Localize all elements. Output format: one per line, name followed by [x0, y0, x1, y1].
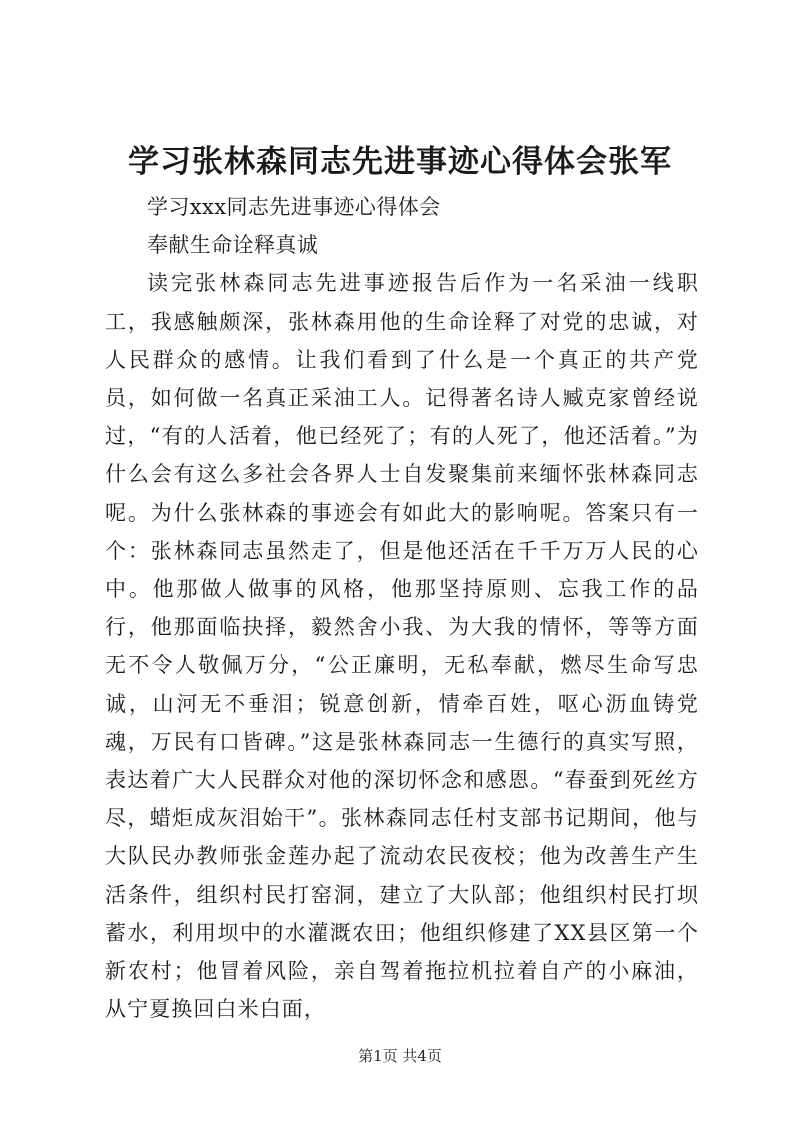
body-paragraph: 读完张林森同志先进事迹报告后作为一名采油一线职工，我感触颇深，张林森用他的生命诠释了对党的忠诚，对人民群众的感情。让我们看到了什么是一个真正的共产党员，如何做一名真正采油工人。记得著名诗人臧克家曾经说过，“有的人活着，他已经死了；有的人死了，他还活着。”为什么会有这么多社会各界人士自发聚集前来缅怀张林森同志呢。为什么张林森的事迹会有如此大的影响呢。答案只有一个：张林森同志虽然走了，但是他还活在千千万万人民的心中。他那做人做事的风格，他那坚持原则、忘我工作的品行，他那面临抉择，毅然舍小我、为大我的情怀，等等方面无不令人敬佩万分，“公正廉明，无私奉献，燃尽生命写忠诚，山河无不垂泪；锐意创新，情牵百姓，呕心沥血铸党魂，万民有口皆碑。”这是张林森同志一生德行的真实写照，表达着广大人民群众对他的深切怀念和感恩。“春蚕到死丝方尽，蜡炬成灰泪始干”。张林森同志任村支部书记期间，他与大队民办教师张金莲办起了流动农民夜校；他为改善生产生活条件，组织村民打窑洞，建立了大队部；他组织村民打坝蓄水，利用坝中的水灌溉农田；他组织修建了XX县区第一个新农村；他冒着风险，亲自驾着拖拉机拉着自产的小麻油，从宁夏换回白米白面，: [105, 271, 699, 1022]
subtitle-paragraph: 学习xxx同志先进事迹心得体会: [147, 195, 441, 219]
document-title: 学习张林森同志先进事迹心得体会张军: [128, 144, 672, 180]
section-heading: 奉献生命诠释真诚: [147, 233, 319, 258]
page-footer: 第1页 共4页: [358, 1047, 442, 1065]
document-content: [105, 188, 699, 1028]
